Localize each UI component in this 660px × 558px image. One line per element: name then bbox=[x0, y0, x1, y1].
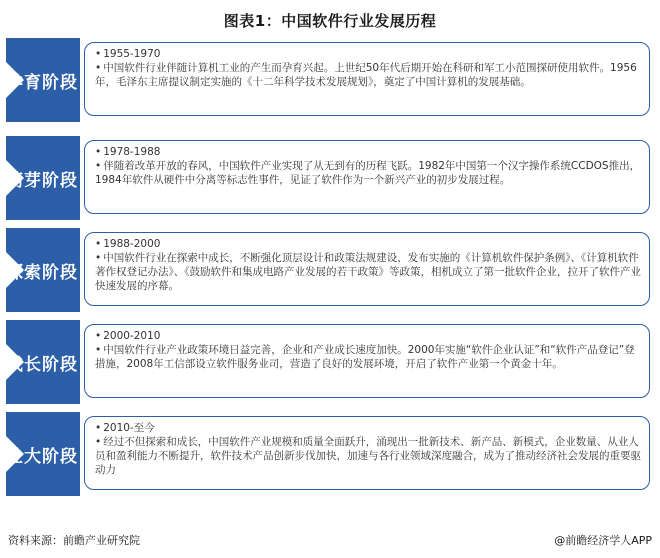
stage-description-3: • 中国软件行业在探索中成长，不断强化顶层设计和政策法规建设，发布实施的《计算机软件保护条例》、《计算机软件著作权登记办法》、《鼓励软件和集成电路产业发展的若干政策》等政策，相机成立了第一批软件企业，拉开了软件产业快速发展的序幕。 bbox=[95, 251, 641, 293]
stage-label-5: 壮大阶段 bbox=[6, 447, 78, 467]
stage-box-2 bbox=[84, 140, 650, 214]
stage-row-2 bbox=[4, 136, 656, 220]
stage-row-1 bbox=[4, 38, 656, 122]
stage-label-1: 孕育阶段 bbox=[6, 73, 78, 93]
stage-label-3: 探索阶段 bbox=[6, 263, 78, 283]
stage-description-2: • 伴随着改革开放的春风，中国软件产业实现了从无到有的历程飞跃。1982年中国第一个汉字操作系统CCDOS推出，1984年软件从硬件中分离等标志性事件，见证了软件作为一个新兴产业的初步发展过程。 bbox=[95, 159, 641, 187]
stage-period-4: • 2000-2010 bbox=[95, 329, 641, 343]
chart-title: 图表1：中国软件行业发展历程 bbox=[223, 12, 437, 30]
credit-note: @前瞻经济学人APP bbox=[554, 534, 652, 547]
stage-description-4: • 中国软件行业产业政策环境日益完善，企业和产业成长速度加快。2000年实施“软件企业认证”和“软件产品登记”登措施，2008年工信部设立软件服务业司，营造了良好的发展环境，开启了软件产业第一个黄金十年。 bbox=[95, 343, 641, 371]
stage-period-3: • 1988-2000 bbox=[95, 237, 641, 251]
stage-label-2: 萌芽阶段 bbox=[6, 171, 78, 191]
stage-period-5: • 2010-至今 bbox=[95, 421, 641, 435]
stage-box-4 bbox=[84, 324, 650, 398]
stage-row-5 bbox=[4, 412, 656, 496]
stage-description-1: • 中国软件行业伴随计算机工业的产生而孕育兴起。上世纪50年代后期开始在科研和军工小范围探研使用软件。1956年，毛泽东主席提议制定实施的《十二年科学技术发展规划》，奠定了中国计算机的发展基础。 bbox=[95, 61, 641, 89]
stage-row-4 bbox=[4, 320, 656, 404]
stage-description-5: • 经过不但探索和成长，中国软件产业规模和质量全面跃升，涌现出一批新技术、新产品、新模式，企业数量、从业人员和盈利能力不断提升，软件技术产品创新步伐加快，加速与各行业领域深度融合，成为了推动经济社会发展的重要驱动力 bbox=[95, 435, 641, 477]
source-note: 资料来源：前瞻产业研究院 bbox=[8, 534, 140, 547]
stage-row-3 bbox=[4, 228, 656, 312]
stage-label-4: 成长阶段 bbox=[6, 355, 78, 375]
stage-period-1: • 1955-1970 bbox=[95, 47, 641, 61]
stage-box-1 bbox=[84, 42, 650, 116]
stage-box-3 bbox=[84, 232, 650, 306]
stage-period-2: • 1978-1988 bbox=[95, 145, 641, 159]
stage-box-5 bbox=[84, 416, 650, 490]
